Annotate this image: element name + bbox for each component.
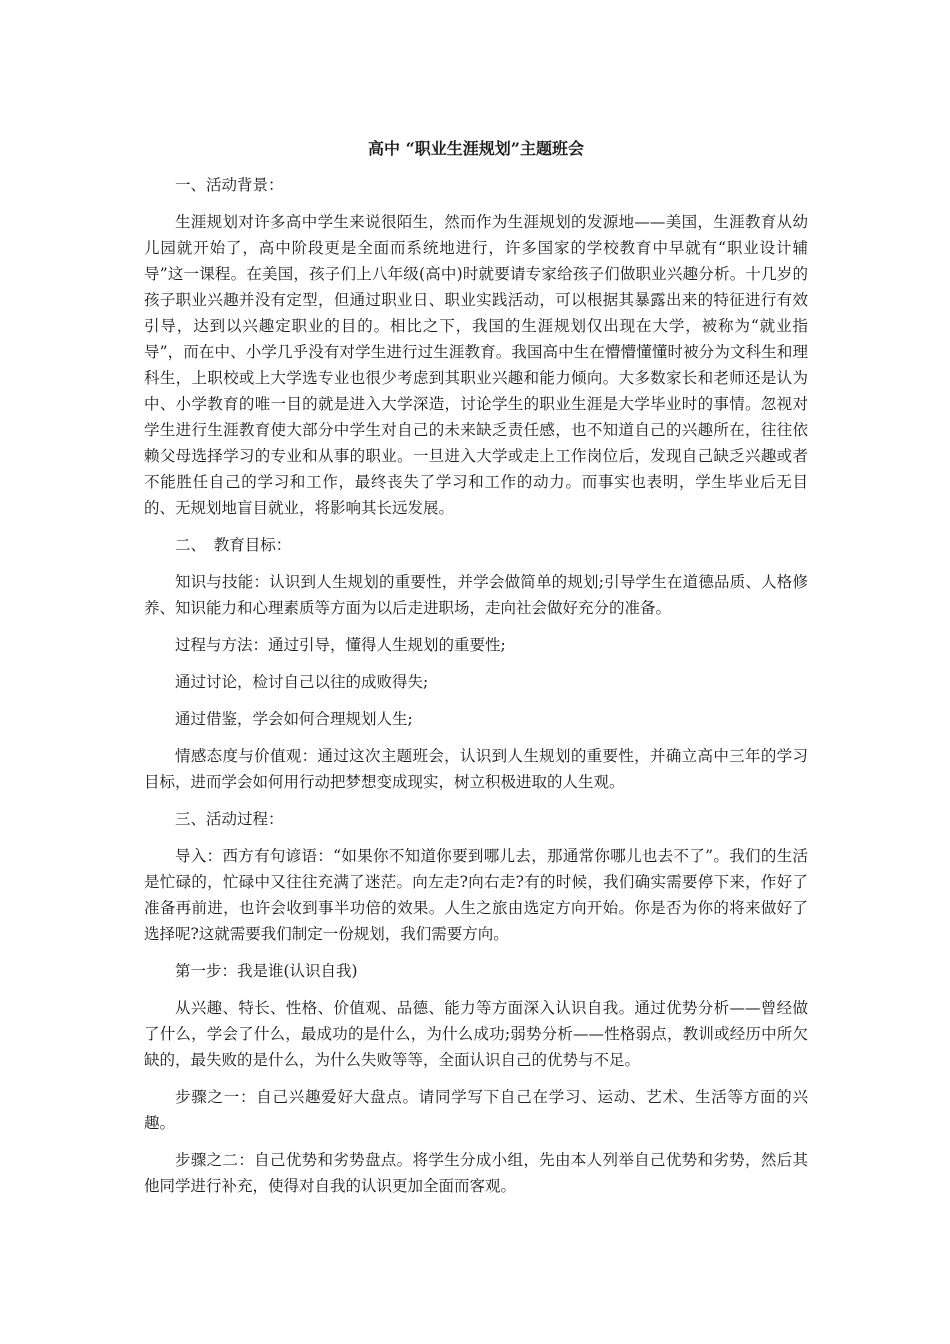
step-one-heading: 第一步：我是谁(认识自我) xyxy=(175,962,358,980)
section-heading-process: 三、活动过程： xyxy=(175,810,284,828)
paragraph-attitude-values: 情感态度与价值观：通过这次主题班会，认识到人生规划的重要性，并确立高中三年的学习目标，进而学会如何用行动把梦想变成现实，树立积极进取的人生观。 xyxy=(144,747,808,791)
paragraph-self-analysis: 从兴趣、特长、性格、价值观、品德、能力等方面深入认识自我。通过优势分析——曾经做了什么，学会了什么，最成功的是什么，为什么成功;弱势分析——性格弱点，教训或经历中所欠缺的，最失败的是什么，为什么失败等等，全面认识自己的优势与不足。 xyxy=(144,999,808,1069)
paragraph-step-b: 步骤之二：自己优势和劣势盘点。将学生分成小组，先由本人列举自己优势和劣势，然后其他同学进行补充，使得对自我的认识更加全面而客观。 xyxy=(144,1151,808,1195)
paragraph-introduction: 导入：西方有句谚语：“如果你不知道你要到哪儿去，那通常你哪儿也去不了”。我们的生活是忙碌的，忙碌中又往往充满了迷茫。向左走?向右走?有的时候，我们确实需要停下来，作好了准备再前进，也许会收到事半功倍的效果。人生之旅由选定方向开始。你是否为你的将来做好了选择呢?这就需要我们制定一份规划，我们需要方向。 xyxy=(144,847,808,943)
section-heading-background: 一、活动背景： xyxy=(175,176,284,194)
paragraph-step-a: 步骤之一：自己兴趣爱好大盘点。请同学写下自己在学习、运动、艺术、生活等方面的兴趣。 xyxy=(144,1088,808,1132)
paragraph-knowledge-skills: 知识与技能：认识到人生规划的重要性，并学会做简单的规划;引导学生在道德品质、人格修养、知识能力和心理素质等方面为以后走进职场，走向社会做好充分的准备。 xyxy=(144,573,808,617)
document-body xyxy=(144,136,808,1210)
section-heading-goals: 二、 教育目标： xyxy=(175,536,292,554)
paragraph-reference: 通过借鉴，学会如何合理规划人生; xyxy=(175,710,413,728)
paragraph-background: 生涯规划对许多高中学生来说很陌生，然而作为生涯规划的发源地——美国，生涯教育从幼儿园就开始了，高中阶段更是全面而系统地进行，许多国家的学校教育中早就有“职业设计辅导”这一课程。在美国，孩子们上八年级(高中)时就要请专家给孩子们做职业兴趣分析。十几岁的孩子职业兴趣并没有定型，但通过职业日、职业实践活动，可以根据其暴露出来的特征进行有效引导，达到以兴趣定职业的目的。相比之下，我国的生涯规划仅出现在大学，被称为“就业指导”，而在中、小学几乎没有对学生进行过生涯教育。我国高中生在懵懵懂懂时被分为文科生和理科生，上职校或上大学选专业也很少考虑到其职业兴趣和能力倾向。大多数家长和老师还是认为中、小学教育的唯一目的就是进入大学深造，讨论学生的职业生涯是大学毕业时的事情。忽视对学生进行生涯教育使大部分中学生对自己的未来缺乏责任感，也不知道自己的兴趣所在，往往依赖父母选择学习的专业和从事的职业。一旦进入大学或走上工作岗位后，发现自己缺乏兴趣或者不能胜任自己的学习和工作，最终丧失了学习和工作的动力。而事实也表明，学生毕业后无目的、无规划地盲目就业，将影响其长远发展。 xyxy=(144,213,808,517)
document-title: 高中 “职业生涯规划”主题班会 xyxy=(368,139,584,158)
paragraph-discussion: 通过讨论，检讨自己以往的成败得失; xyxy=(175,673,429,691)
paragraph-process-methods: 过程与方法：通过引导，懂得人生规划的重要性; xyxy=(175,636,506,654)
